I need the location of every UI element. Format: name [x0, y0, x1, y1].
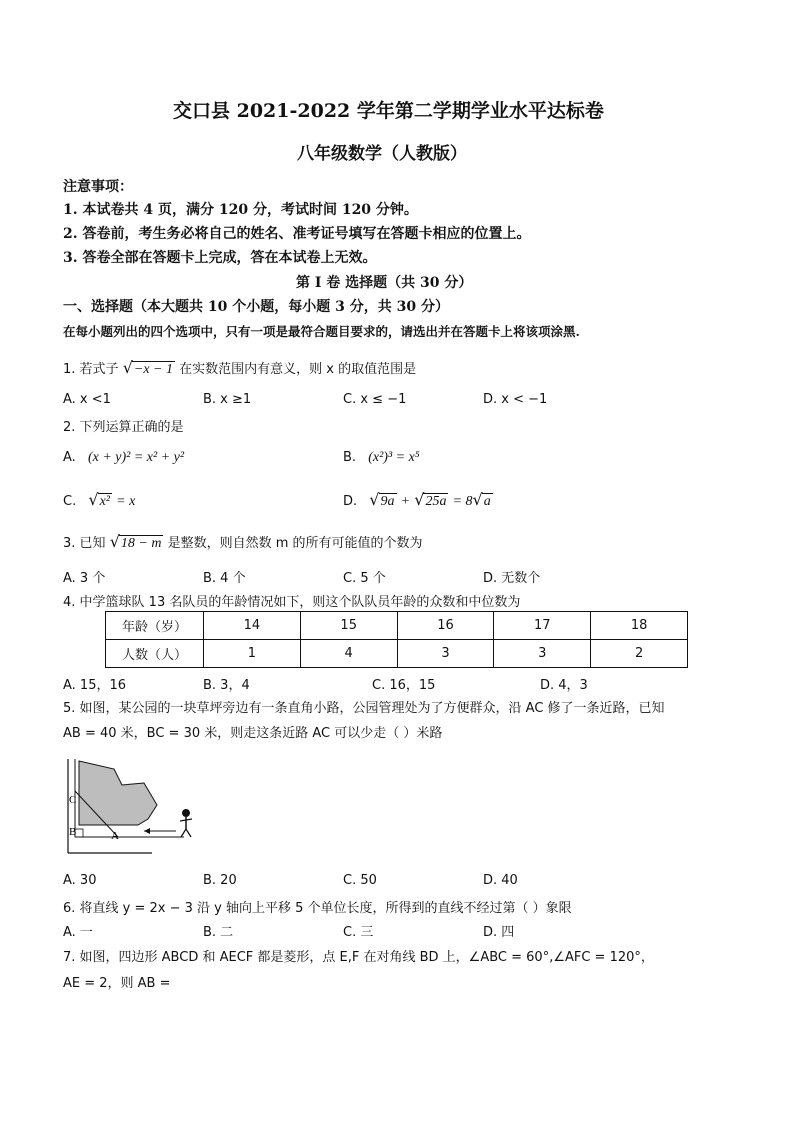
age-table: [105, 611, 688, 668]
radical-icon: √: [414, 490, 425, 509]
q6-option-d: D. 四: [483, 925, 515, 940]
label-b: B: [69, 826, 77, 838]
q2-b-label: B.: [343, 450, 357, 465]
part-instruction: 在每小题列出的四个选项中，只有一项是最符合题目要求的，请选出并在答题卡上将该项涂黑.: [63, 324, 580, 339]
q1-radicand: −x − 1: [133, 362, 173, 377]
table-cell: 人数（人）: [106, 640, 204, 668]
q3-pre: 3. 已知: [63, 536, 106, 551]
q1-option-a: A. x <1: [63, 392, 111, 407]
question-1: [63, 358, 416, 378]
q3-radicand: 18 − m: [120, 536, 162, 551]
exam-subtitle: 八年级数学（人教版）: [297, 144, 467, 164]
table-cell: 18: [591, 612, 688, 640]
notice-item: 3. 答卷全部在答题卡上完成，答在本试卷上无效。: [63, 250, 377, 266]
q2-d-radicand-2: 25a: [425, 494, 447, 509]
q4-option-a: A. 15，16: [63, 678, 127, 693]
q1-pre: 1. 若式子: [63, 362, 119, 377]
question-7-line-1: 7. 如图，四边形 ABCD 和 AECF 都是菱形，点 E,F 在对角线 BD 上，∠ABC = 60°,∠AFC = 120°，: [63, 950, 654, 965]
q5-option-d: D. 40: [483, 873, 518, 888]
table-cell: 17: [494, 612, 591, 640]
table-cell: 14: [204, 612, 301, 640]
q2-d-radicand-3: a: [483, 494, 491, 509]
q2-d-radicand-1: 9a: [380, 494, 395, 509]
q2-option-c: [63, 490, 135, 510]
table-cell: 1: [204, 640, 301, 668]
table-cell: 3: [397, 640, 494, 668]
table-cell: 16: [397, 612, 494, 640]
q6-option-c: C. 三: [343, 925, 374, 940]
table-row: [106, 640, 688, 668]
table-cell: 15: [300, 612, 397, 640]
radical-icon: √: [88, 490, 99, 509]
q2-a-label: A.: [63, 450, 76, 465]
notice-item: 1. 本试卷共 4 页，满分 120 分，考试时间 120 分钟。: [63, 202, 418, 218]
q3-post: 是整数，则自然数 m 的所有可能值的个数为: [167, 536, 423, 551]
table-row: [106, 612, 688, 640]
q5-lawn-figure: [62, 755, 212, 857]
q2-d-plus: +: [400, 494, 411, 509]
q4-option-c: C. 16，15: [372, 678, 436, 693]
q2-option-a: [63, 450, 184, 466]
notice-item: 2. 答卷前，考生务必将自己的姓名、准考证号填写在答题卡相应的位置上。: [63, 226, 531, 242]
table-cell: 4: [300, 640, 397, 668]
q1-option-b: B. x ≥1: [203, 392, 252, 407]
radical-icon: √: [369, 490, 380, 509]
q2-c-rest: = x: [116, 494, 136, 509]
question-5-line-2: AB = 40 米，BC = 30 米，则走这条近路 AC 可以少走（ ）米路: [63, 726, 443, 741]
q1-option-c: C. x ≤ −1: [343, 392, 407, 407]
part-heading: 一、选择题（本大题共 10 个小题，每小题 3 分，共 30 分）: [63, 299, 449, 315]
question-3: [63, 532, 423, 552]
q6-option-b: B. 二: [203, 925, 234, 940]
q2-d-label: D.: [343, 494, 358, 509]
q5-option-a: A. 30: [63, 873, 97, 888]
q2-c-label: C.: [63, 494, 77, 509]
q6-option-a: A. 一: [63, 925, 93, 940]
table-cell: 年龄（岁）: [106, 612, 204, 640]
q4-option-d: D. 4，3: [540, 678, 588, 693]
q3-option-c: C. 5 个: [343, 571, 386, 586]
q1-option-d: D. x < −1: [483, 392, 548, 407]
q5-option-c: C. 50: [343, 873, 377, 888]
question-4: 4. 中学篮球队 13 名队员的年龄情况如下，则这个队队员年龄的众数和中位数为: [63, 595, 521, 610]
label-a: A: [111, 830, 119, 842]
q3-option-a: A. 3 个: [63, 571, 106, 586]
question-2: 2. 下列运算正确的是: [63, 420, 184, 435]
table-cell: 3: [494, 640, 591, 668]
q5-option-b: B. 20: [203, 873, 237, 888]
label-c: C: [69, 794, 77, 806]
q2-option-d: [343, 490, 493, 510]
q1-post: 在实数范围内有意义，则 x 的取值范围是: [179, 362, 417, 377]
q2-c-radicand: x²: [99, 494, 110, 509]
notice-heading: 注意事项：: [63, 179, 133, 195]
radical-icon: √: [472, 490, 483, 509]
q3-option-b: B. 4 个: [203, 571, 246, 586]
radical-icon: √: [109, 532, 120, 551]
exam-title: 交口县 2021-2022 学年第二学期学业水平达标卷: [173, 100, 604, 122]
q2-a-expr: (x + y)² = x² + y²: [87, 450, 185, 465]
question-5-line-1: 5. 如图，某公园的一块草坪旁边有一条直角小路，公园管理处为了方便群众，沿 AC 修了一条近路，已知: [63, 701, 665, 716]
table-cell: 2: [591, 640, 688, 668]
question-7-line-2: AE = 2，则 AB =: [63, 976, 171, 991]
q2-d-eq: = 8: [452, 494, 473, 509]
q4-option-b: B. 3，4: [203, 678, 250, 693]
question-6: 6. 将直线 y = 2x − 3 沿 y 轴向上平移 5 个单位长度，所得到的直线不经过第（ ）象限: [63, 901, 572, 916]
q2-b-expr: (x²)³ = x⁵: [368, 450, 420, 465]
section-title: 第 I 卷 选择题（共 30 分）: [296, 275, 473, 291]
radical-icon: √: [122, 358, 133, 377]
q2-option-b: [343, 450, 420, 466]
q3-option-d: D. 无数个: [483, 571, 541, 586]
